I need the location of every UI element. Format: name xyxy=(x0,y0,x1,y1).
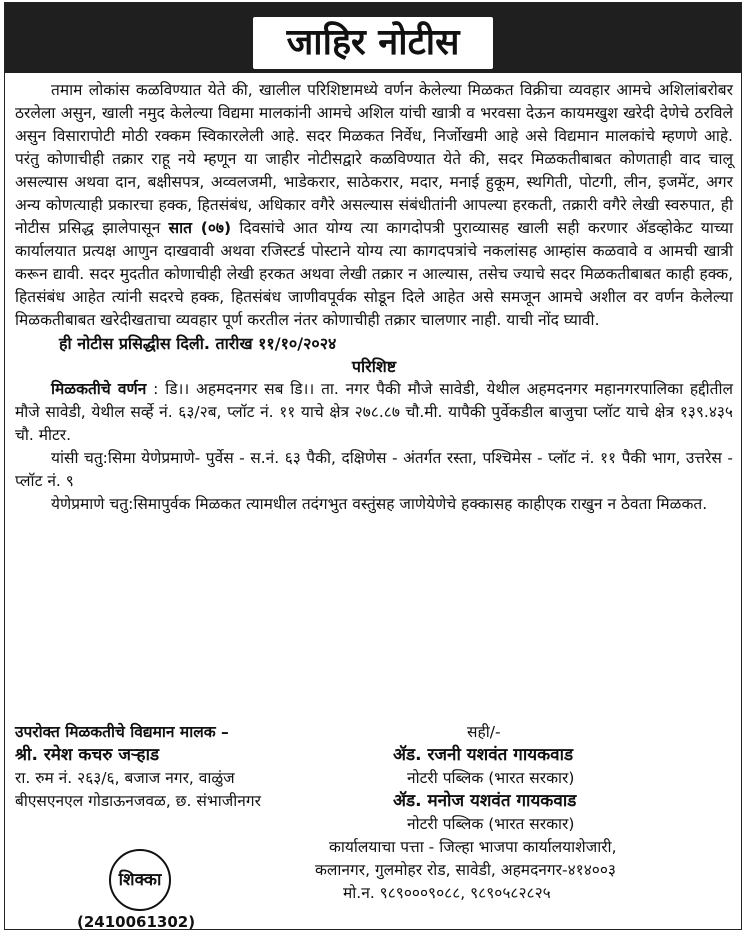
advocate-block xyxy=(315,721,745,905)
ad-code: (2410061302) xyxy=(77,913,196,931)
owner-name: श्री. रमेश कचरु जऱ्हाड xyxy=(15,745,160,765)
phone-numbers: मो.न. ९८९०००९०८८, ९८९०५८२८२५ xyxy=(343,884,551,902)
owner-block xyxy=(15,721,365,813)
office-address-line2: कलानगर, गुलमोहर रोड, सावेडी, अहमदनगर-४१४००३ xyxy=(315,861,616,879)
annex-title: परिशिष्ट xyxy=(351,357,397,376)
main-paragraph-part1: तमाम लोकांस कळविण्यात येते की, खालील परिशिष्टामध्ये वर्णन केलेल्या मिळकत विक्रीचा व्यवहार आमचे अशिलांबरोबर ठरलेला असुन, खाली नमुद केलेल्या विद्यमा मालकांनी आमचे अशिल यांची खात्री व भरवसा देऊन कायमखुश खरेदी देणेचे ठरविले असुन विसारापोटी मोठी रक्कम स्विकारलेली आहे. सदर मिळकत निर्वेध, निर्जोखमी आहे असे विद्यमान मालकांचे म्हणणे आहे. परंतु कोणाचीही तक्रार राहू नये म्हणून या जाहीर नोटीसद्वारे कळविण्यात येते की, सदर मिळकतीबाबत कोणताही वाद चालू असल्यास अथवा दान, बक्षीसपत्र, अव्वलजमी, भाडेकरार, साठेकरार, मदार, मनाई हुकूम, स्थगिती, पोटगी, लीन, इजमेंट, अगर अन्य कोणत्याही प्रकारचा हक्क, हितसंबंध, अधिकार वगैरे असल्यास संबंधीतांनी आपल्या हरकती, तक्रारी वगैरे लेखी स्वरुपात, ही नोटीस प्रसिद्ध झालेपासून xyxy=(15,81,733,237)
signature-area xyxy=(15,721,733,931)
notice-title: जाहिर नोटीस xyxy=(253,17,494,69)
advocate2-role: नोटरी पब्लिक (भारत सरकार) xyxy=(407,815,575,833)
advocate2-name: ॲड. मनोज यशवंत गायकवाड xyxy=(393,791,577,811)
notice-body xyxy=(15,79,733,516)
main-paragraph xyxy=(15,79,733,332)
property-description xyxy=(15,378,733,447)
title-banner xyxy=(5,3,741,73)
property-text: : डि।। अहमदनगर सब डि।। ता. नगर पैकी मौजे सावेडी, येथील अहमदनगर महानगरपालिका हद्दीतील मौजे सावेडी, येथील सर्व्हे नं. ६३/२ब, प्लॉट नं. ११ याचे क्षेत्र २७८.८७ चौ.मी. यापैकी पुर्वेकडील बाजुचा प्लॉट याचे क्षेत्र १३९.४३५ चौ. मीटर. xyxy=(15,380,733,444)
advocate1-name: ॲड. रजनी यशवंत गायकवाड xyxy=(393,745,574,765)
signature-label: सही/- xyxy=(467,723,501,741)
office-address-line1: कार्यालयाचा पत्ता - जिल्हा भाजपा कार्यालयाशेजारी, xyxy=(329,838,617,856)
property-label: मिळकतीचे वर्णन xyxy=(51,380,147,398)
notice-frame xyxy=(4,2,742,930)
boundaries: यांसी चतु:सिमा येणेप्रमाणे- पुर्वेस - स.नं. ६३ पैकी, दक्षिणेस - अंतर्गत रस्ता, पश्चिमेस - प्लॉट नं. ११ पैकी भाग, उत्तरेस - प्लॉट नं. ९ xyxy=(15,449,733,490)
owner-address-line1: रा. रुम नं. २६३/६, बजाज नगर, वाळुंज xyxy=(15,769,235,787)
notice-date: ही नोटीस प्रसिद्धीस दिली. तारीख ११/१०/२०२४ xyxy=(59,334,337,353)
owner-address-line2: बीएसएनएल गोडाऊनजवळ, छ. संभाजीनगर xyxy=(15,792,261,810)
seal-stamp: शिक्का xyxy=(109,849,171,911)
days-count: सात (०७) xyxy=(168,219,232,237)
closing-text: येणेप्रमाणे चतु:सिमापुर्वक मिळकत त्यामधील तदंगभुत वस्तुंसह जाणेयेणेचे हक्कासह काहीएक राखुन न ठेवता मिळकत. xyxy=(51,495,708,513)
main-paragraph-part2: दिवसांचे आत योग्य त्या कागदोपत्री पुराव्यासह खाली सही करणार ॲडव्होकेट याच्या कार्यालयात प्रत्यक्ष आणुन दाखवावी अथवा रजिस्टर्ड पोस्टाने योग्य त्या कागदपत्रांचे नकलांसह आम्हांस कळवावे व आमची खात्री करून द्यावी. सदर मुदतीत कोणाचीही लेखी हरकत अथवा लेखी तक्रार न आल्यास, तसेच ज्याचे सदर मिळकतीबाबत काही हक्क, हितसंबंध आहेत त्यांनी सदरचे हक्क, हितसंबंध जाणीवपूर्वक सोडून दिले आहेत असे समजून आमचे अशील वर वर्णन केलेल्या मिळकतीबाबत खरेदीखताचा व्यवहार पूर्ण करतील नंतर कोणाचीही तक्रार चालणार नाही. याची नोंद घ्यावी. xyxy=(15,219,734,329)
owner-heading: उपरोक्त मिळकतीचे विद्यमान मालक – xyxy=(15,723,229,741)
advocate1-role: नोटरी पब्लिक (भारत सरकार) xyxy=(407,769,575,787)
